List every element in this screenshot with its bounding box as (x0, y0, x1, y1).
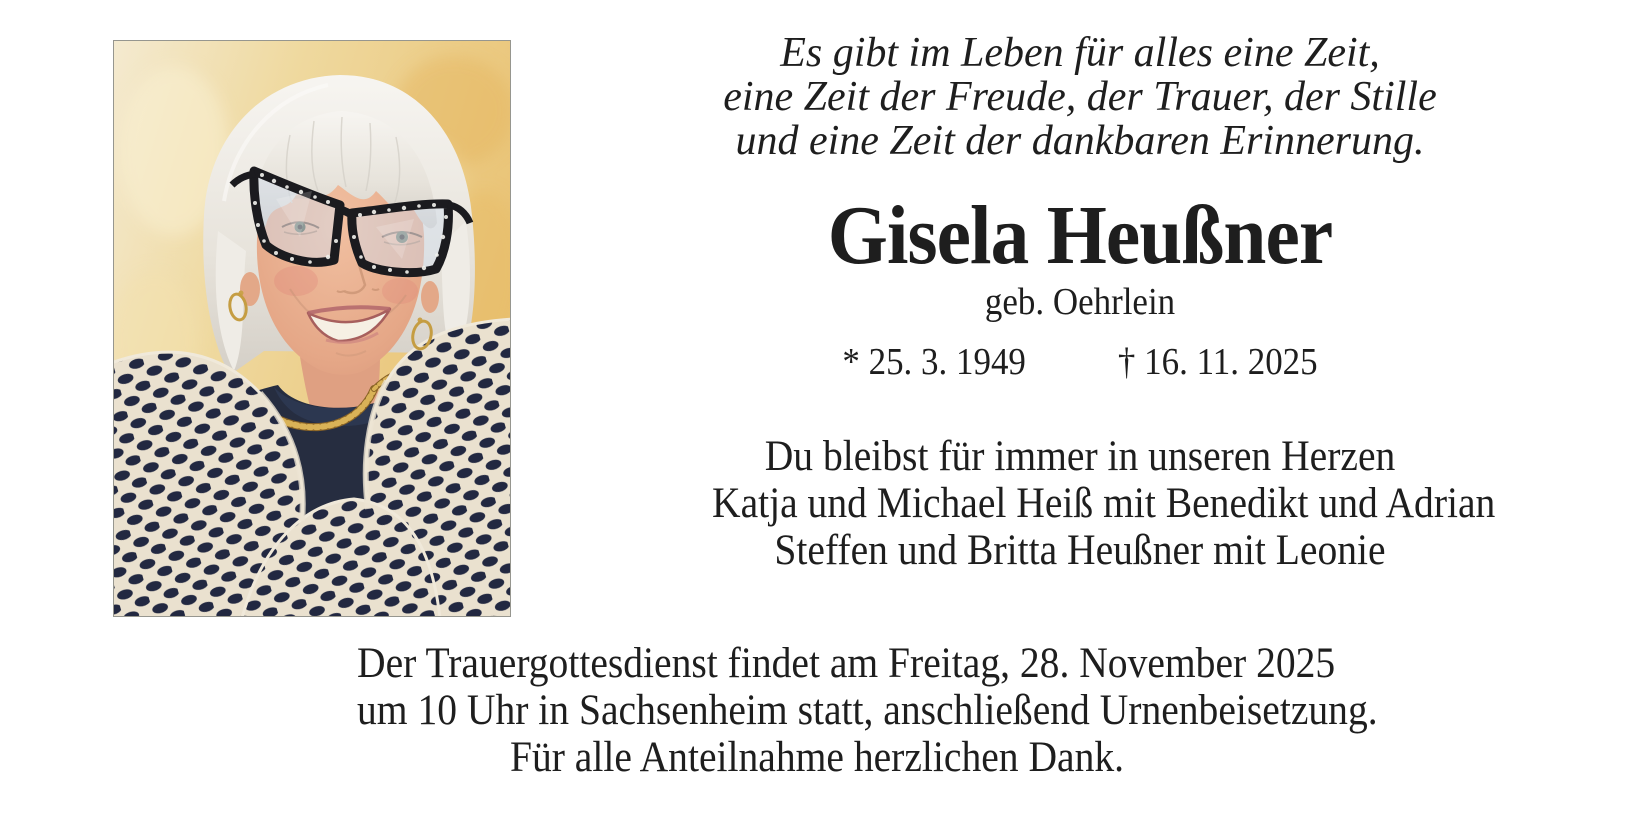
tribute-line: Katja und Michael Heiß mit Benedikt und Adrian (712, 480, 1496, 527)
death-date: † 16. 11. 2025 (1117, 341, 1318, 383)
memorial-verse (680, 31, 1480, 163)
portrait-photo (113, 40, 511, 617)
tribute-line: Steffen und Britta Heußner mit Leonie (774, 527, 1386, 574)
verse-line: eine Zeit der Freude, der Trauer, der Stille (723, 74, 1437, 120)
verse-line: Es gibt im Leben für alles eine Zeit, (780, 30, 1380, 76)
service-line: Für alle Anteilnahme herzlichen Dank. (509, 734, 1125, 781)
family-tribute (712, 433, 1496, 574)
service-line: um 10 Uhr in Sachsenheim statt, anschließend Urnenbeisetzung. (357, 687, 1378, 734)
deceased-name: Gisela Heußner (827, 189, 1333, 282)
maiden-name: geb. Oehrlein (984, 281, 1176, 323)
service-info (357, 640, 1378, 781)
portrait-illustration (114, 41, 510, 616)
service-line: Der Trauergottesdienst findet am Freitag, 28. November 2025 (357, 640, 1336, 687)
birth-date: * 25. 3. 1949 (842, 341, 1026, 383)
verse-line: und eine Zeit der dankbaren Erinnerung. (735, 118, 1425, 164)
life-dates (712, 341, 1448, 383)
tribute-line: Du bleibst für immer in unseren Herzen (764, 433, 1396, 480)
